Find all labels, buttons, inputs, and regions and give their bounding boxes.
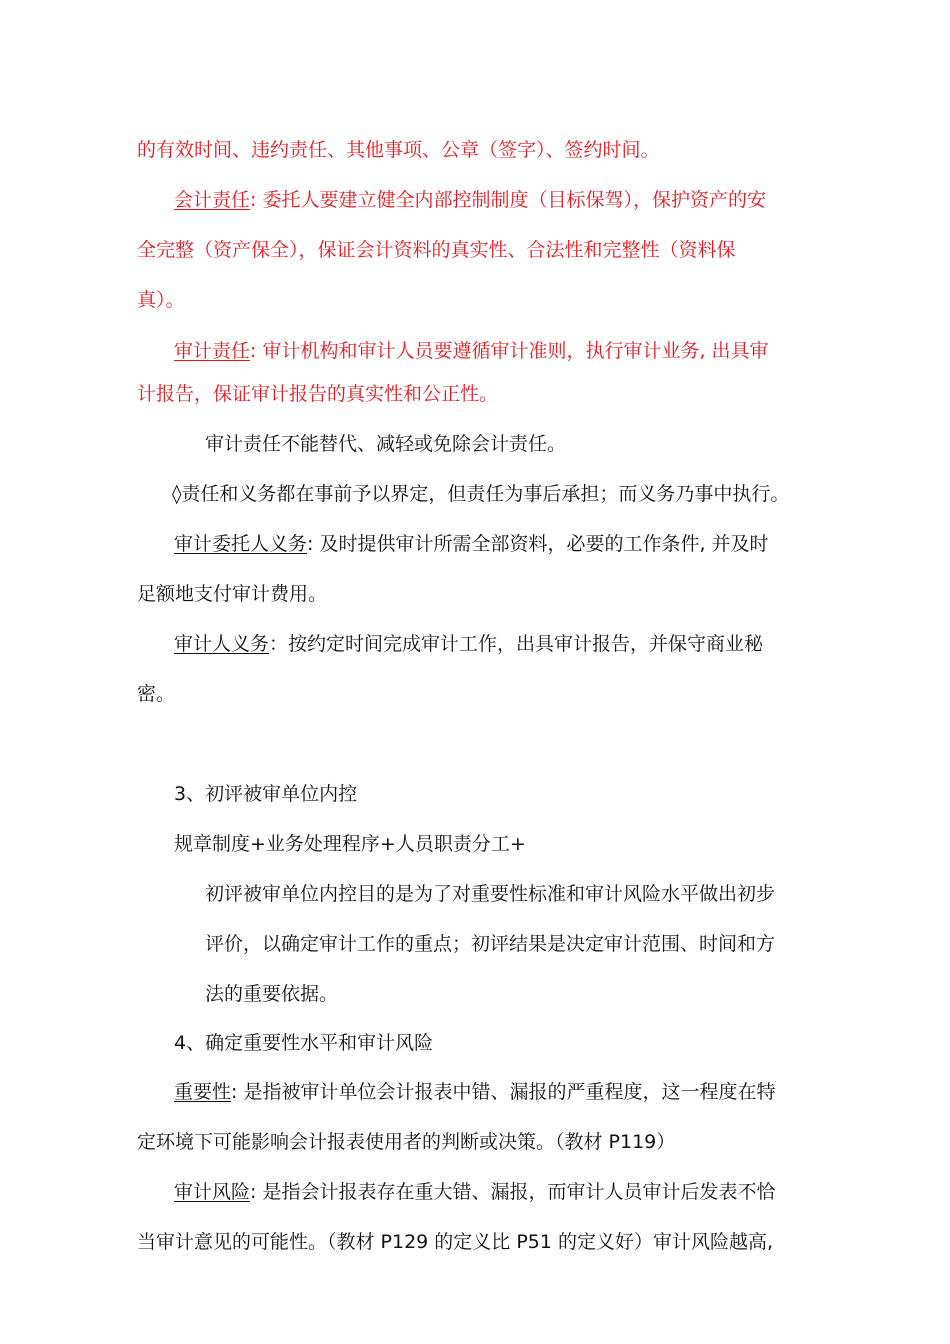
materiality-term: 重要性	[174, 1081, 232, 1103]
client-obligation-term: 审计委托人义务	[174, 533, 308, 555]
accounting-responsibility-para-line-2: 全完整（资产保全），保证会计资料的真实性、合法性和完整性（资料保	[137, 239, 736, 261]
duty-vs-responsibility-note: ◊责任和义务都在事前予以界定，但责任为事后承担；而义务乃事中执行。	[172, 483, 790, 505]
accounting-responsibility-term: 会计责任	[174, 189, 251, 211]
auditor-obligation-para-line-1	[174, 632, 763, 656]
materiality-text: : 是指被审计单位会计报表中错、漏报的严重程度，这一程度在特	[231, 1081, 776, 1103]
audit-responsibility-para-line-2: 计报告，保证审计报告的真实性和公正性。	[137, 383, 499, 405]
accounting-responsibility-para-line-3: 真）。	[137, 289, 185, 311]
client-obligation-text: : 及时提供审计所需全部资料，必要的工作条件, 并及时	[307, 533, 769, 555]
materiality-para-line-1	[174, 1080, 775, 1104]
auditor-obligation-para-line-2: 密。	[137, 683, 176, 705]
no-replacement-note: 审计责任不能替代、减轻或免除会计责任。	[205, 433, 567, 455]
contract-items-line: 的有效时间、违约责任、其他事项、公章（签字）、签约时间。	[137, 139, 660, 161]
section-3-heading: 3、初评被审单位内控	[174, 783, 358, 805]
audit-risk-text: : 是指会计报表存在重大错、漏报，而审计人员审计后发表不恰	[250, 1181, 776, 1203]
section-3-formula: 规章制度+业务处理程序+人员职责分工+	[174, 833, 526, 855]
section-3-para-line-3: 法的重要依据。	[205, 983, 339, 1005]
audit-risk-para-line-1	[174, 1180, 775, 1204]
client-obligation-para-line-1	[174, 532, 769, 556]
accounting-responsibility-text: : 委托人要建立健全内部控制制度（目标保驾），保护资产的安	[250, 189, 766, 211]
section-3-para-line-2: 评价，以确定审计工作的重点；初评结果是决定审计范围、时间和方	[205, 933, 776, 955]
audit-risk-para-line-2: 当审计意见的可能性。（教材 P129 的定义比 P51 的定义好）审计风险越高,	[137, 1231, 774, 1253]
materiality-para-line-2: 定环境下可能影响会计报表使用者的判断或决策。（教材 P119）	[137, 1131, 676, 1153]
section-3-para-line-1: 初评被审单位内控目的是为了对重要性标准和审计风险水平做出初步	[205, 883, 776, 905]
auditor-obligation-text: ：按约定时间完成审计工作，出具审计报告，并保守商业秘	[269, 633, 764, 655]
auditor-obligation-term: 审计人义务	[174, 633, 270, 655]
audit-responsibility-term: 审计责任	[174, 340, 251, 362]
audit-responsibility-para-line-1	[174, 339, 769, 363]
audit-responsibility-text: : 审计机构和审计人员要遵循审计准则，执行审计业务, 出具审	[250, 340, 769, 362]
accounting-responsibility-para-line-1	[174, 188, 766, 212]
client-obligation-para-line-2: 足额地支付审计费用。	[137, 583, 328, 605]
audit-risk-term: 审计风险	[174, 1181, 251, 1203]
section-4-heading: 4、确定重要性水平和审计风险	[174, 1032, 434, 1054]
